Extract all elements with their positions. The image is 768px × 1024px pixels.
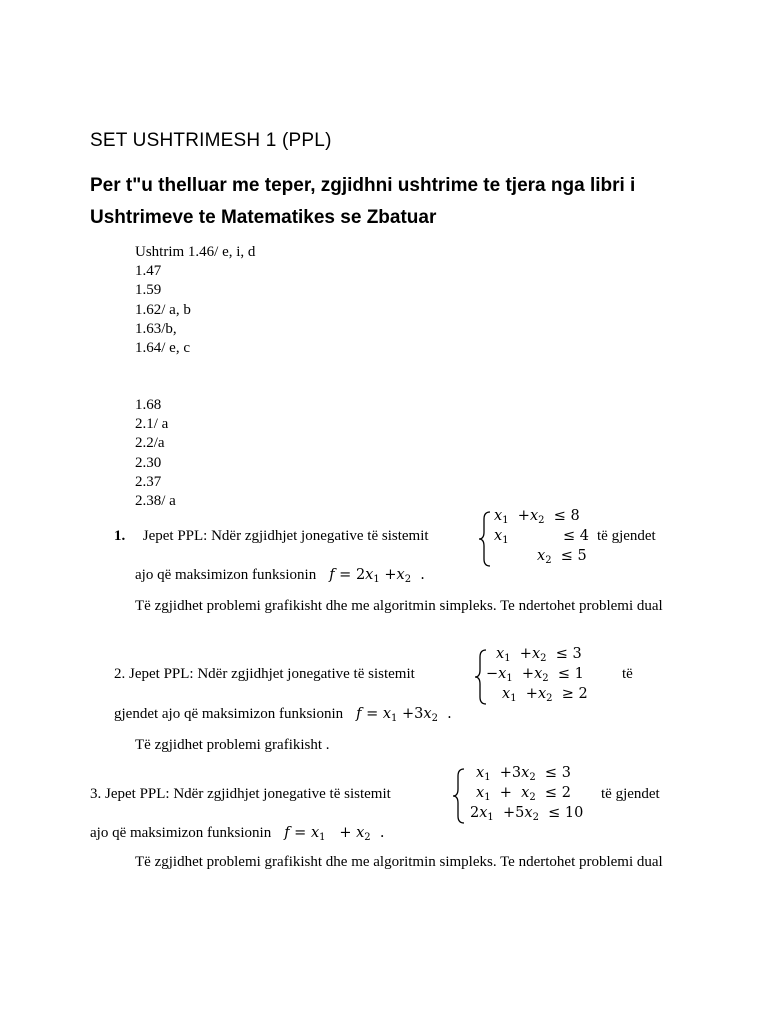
objective-function: $f = x_1 + x_2$ .: [284, 825, 385, 843]
exercise-number: 1.: [114, 528, 126, 544]
objective-text: gjendet ajo që maksimizon funksionin: [114, 706, 344, 722]
exercise-text-after: të gjendet: [597, 528, 656, 544]
objective-text: ajo që maksimizon funksionin: [90, 825, 272, 841]
list-item: 1.62/ a, b: [135, 301, 191, 318]
exercise-number: 3.: [90, 786, 102, 802]
list-item: 1.59: [135, 282, 162, 299]
exercise-text: Jepet PPL: Ndër zgjidhjet jonegative të sistemit: [142, 528, 429, 544]
objective-function: $f = 2x_1 +x_2$ .: [329, 567, 425, 585]
list-item: 1.63/b,: [135, 320, 177, 337]
intro-text: Per t"u thelluar me teper, zgjidhni ushtrime te tjera nga libri i Ushtrimeve te Matematikes se Zbatuar: [90, 175, 636, 228]
list-item: 1.68: [135, 397, 162, 413]
list-item: 2.1/ a: [135, 416, 169, 433]
list-item: 2.38/ a: [135, 493, 176, 510]
left-brace-icon: [452, 767, 466, 825]
list-item: 2.2/a: [135, 435, 165, 452]
exercise-text: Jepet PPL: Ndër zgjidhjet jonegative të sistemit: [129, 666, 415, 682]
exercise-instruction: Të zgjidhet problemi grafikisht .: [135, 737, 330, 753]
list-item: 1.47: [135, 263, 162, 280]
exercise-number: 2.: [114, 666, 126, 682]
exercise-list-first: [135, 243, 255, 358]
objective-text: ajo që maksimizon funksionin: [135, 567, 317, 583]
exercise-list-second: [135, 396, 176, 511]
list-item: 1.64/ e, c: [135, 340, 190, 357]
page-title: SET USHTRIMESH 1 (PPL): [90, 130, 332, 151]
exercise-text: Jepet PPL: Ndër zgjidhjet jonegative të sistemit: [105, 786, 391, 802]
list-item: 2.37: [135, 473, 162, 490]
exercise-text-after: të gjendet: [601, 786, 660, 802]
list-item: Ushtrim 1.46/ e, i, d: [135, 244, 256, 260]
exercise-instruction: Të zgjidhet problemi grafikisht dhe me algoritmin simpleks. Te ndertohet problemi dual: [135, 854, 663, 870]
left-brace-icon: [478, 510, 492, 568]
exercise-instruction: Të zgjidhet problemi grafikisht dhe me algoritmin simpleks. Te ndertohet problemi dual: [135, 598, 663, 614]
list-item: 2.30: [135, 454, 162, 471]
objective-function: $f = x_1 +3x_2$ .: [356, 706, 452, 724]
exercise-text-after: të: [622, 666, 633, 682]
